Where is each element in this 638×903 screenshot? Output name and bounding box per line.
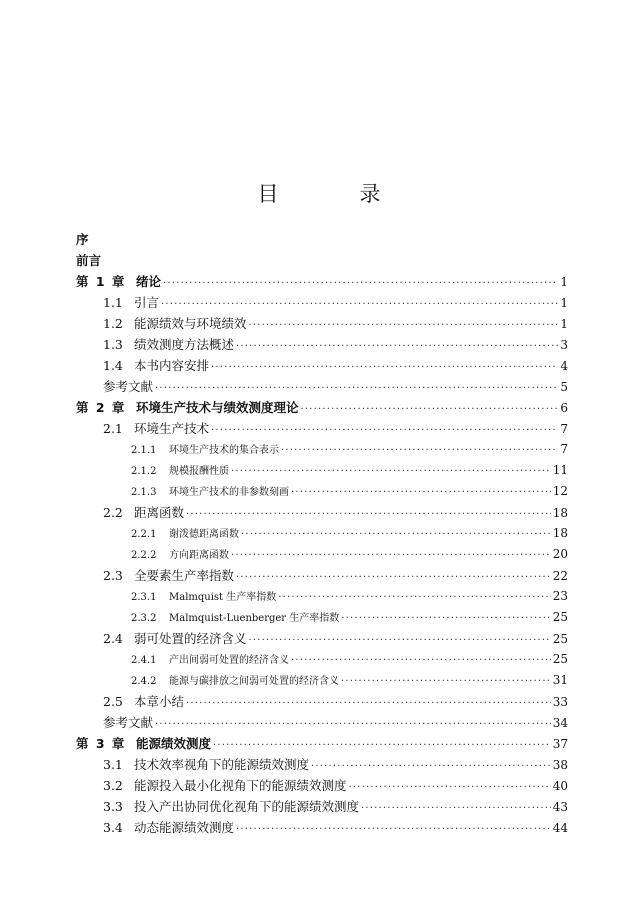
toc-entry-page: 25 (552, 652, 568, 666)
toc-entry-title: Malmquist-Luenberger 生产率指数 (169, 613, 340, 624)
toc-entry-page: 33 (552, 695, 568, 709)
toc-entry-sub[interactable] (76, 439, 568, 460)
toc-entry-number: 2.4.2 (131, 676, 157, 687)
toc-entry-title: 投入产出协同优化视角下的能源绩效测度 (134, 799, 360, 814)
toc-leader-dots (291, 650, 551, 671)
toc-entry-title: 参考文献 (103, 715, 154, 730)
toc-entry-sub[interactable] (76, 670, 568, 691)
toc-entry-section[interactable] (76, 691, 568, 712)
toc-entry-page: 6 (560, 401, 568, 415)
toc-entry-number: 3.3 (103, 799, 123, 814)
toc-leader-dots (186, 504, 551, 525)
toc-entry-chapter[interactable] (76, 397, 568, 418)
toc-leader-dots (155, 378, 558, 399)
toc-entry-chapter[interactable] (76, 733, 568, 754)
toc-entry-page: 37 (552, 737, 568, 751)
toc-entry-section[interactable] (76, 565, 568, 586)
toc-entry-page: 40 (552, 779, 568, 793)
toc-entry-title: 环境生产技术与绩效测度理论 (136, 400, 299, 415)
toc-entry-title: 能源投入最小化视角下的能源绩效测度 (134, 778, 347, 793)
toc-leader-dots (341, 608, 550, 629)
toc-entry-sub[interactable] (76, 586, 568, 607)
toc-entry-section[interactable] (76, 817, 568, 838)
toc-entry-sub[interactable] (76, 607, 568, 628)
toc-entry-number: 2.5 (103, 694, 123, 709)
toc-entry-title: 参考文献 (103, 379, 154, 394)
toc-leader-dots (213, 735, 551, 756)
toc-entry-section[interactable] (76, 796, 568, 817)
toc-entry-number: 第 3 章 (76, 736, 125, 751)
toc-entry-title: 全要素生产率指数 (134, 568, 235, 583)
toc-entry-page: 20 (552, 547, 568, 561)
toc-entry-number: 1.4 (103, 358, 123, 373)
toc-entry-page: 44 (552, 821, 568, 835)
toc-leader-dots (236, 336, 558, 357)
toc-entry-title: 本书内容安排 (134, 358, 210, 373)
toc-entry-title: 动态能源绩效测度 (134, 820, 235, 835)
toc-entry-title: Malmquist 生产率指数 (169, 592, 277, 603)
toc-entry-page: 1 (560, 317, 568, 331)
toc-entry-title: 能源绩效测度 (136, 736, 212, 751)
toc-entry-page: 34 (552, 716, 568, 730)
toc-front-label: 序 (76, 232, 89, 247)
toc-entry-number: 2.3 (103, 568, 123, 583)
toc-entry-number: 2.1.3 (131, 487, 157, 498)
toc-leader-dots (249, 630, 551, 651)
toc-entry-title: 绩效测度方法概述 (134, 337, 235, 352)
toc-entry-number: 3.1 (103, 757, 123, 772)
toc-entry-number: 2.1 (103, 421, 123, 436)
toc-entry-number: 第 2 章 (76, 400, 125, 415)
toc-entry-page: 18 (552, 526, 568, 540)
toc-entry-number: 2.1.2 (131, 466, 157, 477)
toc-leader-dots (349, 777, 551, 798)
page-title: 目 录 (257, 182, 411, 206)
toc-leader-dots (186, 693, 551, 714)
toc-entry-number: 2.3.2 (131, 613, 157, 624)
toc-leader-dots (236, 819, 551, 840)
toc-entry-title: 本章小结 (134, 694, 185, 709)
toc-front-label: 前言 (76, 253, 102, 268)
toc-entry-page: 7 (560, 422, 568, 436)
toc-entry-page: 22 (552, 569, 568, 583)
toc-entry-page: 25 (552, 610, 568, 624)
toc-entry-page: 1 (560, 296, 568, 310)
toc-entry-page: 7 (560, 442, 568, 456)
toc-entry-number: 3.4 (103, 820, 123, 835)
toc-entry-number: 2.2 (103, 505, 123, 520)
toc-entry-page: 31 (552, 673, 568, 687)
toc-leader-dots (361, 798, 551, 819)
toc-entry-section[interactable] (76, 418, 568, 439)
toc-leader-dots (301, 399, 559, 420)
toc-leader-dots (249, 315, 559, 336)
toc-entry-page: 43 (552, 800, 568, 814)
toc-entry-sub[interactable] (76, 649, 568, 670)
toc-front-item[interactable] (76, 229, 568, 250)
toc-entry-number: 2.2.2 (131, 550, 157, 561)
toc-entry-title: 环境生产技术的非参数刻画 (169, 487, 289, 498)
toc-leader-dots (231, 461, 551, 482)
toc-entry-title: 引言 (134, 295, 160, 310)
toc-leader-dots (241, 524, 551, 545)
toc-entry-number: 2.2.1 (131, 529, 157, 540)
toc-leader-dots (236, 567, 551, 588)
toc-entry-title: 规模报酬性质 (169, 466, 229, 477)
toc-entry-page: 11 (552, 463, 568, 477)
toc-leader-dots (155, 714, 551, 735)
toc-entry-number: 1.3 (103, 337, 123, 352)
toc-entry-page: 18 (552, 506, 568, 520)
toc-entry-title: 环境生产技术的集合表示 (169, 445, 279, 456)
toc-entry-page: 1 (560, 275, 568, 289)
toc-leader-dots (161, 294, 558, 315)
toc-leader-dots (163, 273, 558, 294)
toc-entry-title: 谢泼德距离函数 (169, 529, 239, 540)
toc-leader-dots (231, 545, 551, 566)
toc-entry-ref[interactable] (76, 376, 568, 397)
toc-leader-dots (341, 671, 551, 692)
toc-entry-title: 方向距离函数 (169, 550, 229, 561)
toc-entry-sub[interactable] (76, 523, 568, 544)
toc-entry-title: 距离函数 (134, 505, 185, 520)
toc-leader-dots (211, 420, 558, 441)
toc-entry-number: 1.2 (103, 316, 123, 331)
toc-entry-section[interactable] (76, 502, 568, 523)
toc-entry-number: 2.1.1 (131, 445, 157, 456)
toc-leader-dots (281, 440, 558, 461)
toc-leader-dots (278, 587, 550, 608)
toc-entry-page: 3 (560, 338, 568, 352)
toc-entry-page: 23 (552, 589, 568, 603)
toc-entry-title: 弱可处置的经济含义 (134, 631, 247, 646)
toc-entry-number: 1.1 (103, 295, 123, 310)
table-of-contents (76, 229, 568, 838)
toc-entry-page: 12 (552, 484, 568, 498)
toc-entry-page: 5 (560, 380, 568, 394)
toc-entry-sub[interactable] (76, 460, 568, 481)
toc-entry-chapter[interactable] (76, 271, 568, 292)
toc-entry-section[interactable] (76, 313, 568, 334)
toc-entry-number: 3.2 (103, 778, 123, 793)
toc-entry-title: 环境生产技术 (134, 421, 210, 436)
toc-entry-title: 能源与碳排放之间弱可处置的经济含义 (169, 676, 339, 687)
toc-entry-number: 第 1 章 (76, 274, 125, 289)
toc-entry-number: 2.4.1 (131, 655, 157, 666)
toc-entry-title: 绪论 (136, 274, 162, 289)
toc-entry-section[interactable] (76, 775, 568, 796)
toc-entry-title: 技术效率视角下的能源绩效测度 (134, 757, 310, 772)
toc-leader-dots (311, 756, 551, 777)
toc-front-item[interactable] (76, 250, 568, 271)
toc-entry-page: 4 (560, 359, 568, 373)
toc-entry-section[interactable] (76, 292, 568, 313)
toc-entry-sub[interactable] (76, 544, 568, 565)
toc-leader-dots (211, 357, 558, 378)
toc-entry-number: 2.4 (103, 631, 123, 646)
toc-entry-section[interactable] (76, 355, 568, 376)
toc-entry-number: 2.3.1 (131, 592, 157, 603)
toc-leader-dots (291, 482, 551, 503)
toc-entry-page: 38 (552, 758, 568, 772)
toc-entry-section[interactable] (76, 628, 568, 649)
toc-entry-section[interactable] (76, 754, 568, 775)
toc-entry-section[interactable] (76, 334, 568, 355)
toc-entry-page: 25 (552, 632, 568, 646)
toc-entry-ref[interactable] (76, 712, 568, 733)
toc-entry-title: 产出间弱可处置的经济含义 (169, 655, 289, 666)
toc-entry-sub[interactable] (76, 481, 568, 502)
toc-entry-title: 能源绩效与环境绩效 (134, 316, 247, 331)
